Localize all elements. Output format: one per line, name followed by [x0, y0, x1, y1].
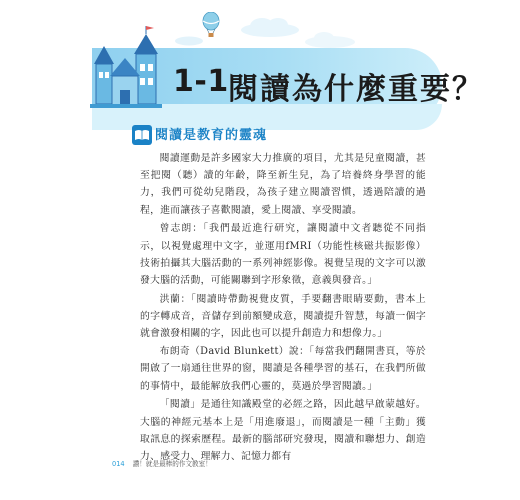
cloud-icon	[304, 30, 356, 48]
paragraph: 曾志朗：「我們最近進行研究，讓閱讀中文者聽從不同指示，以視覺處理中文字，並運用fMRI（功能性核磁共振影像）技術拍攝其大腦活動的一系列神經影像。視覺呈現的文字可以激發大腦的活動，可能關聯到字形象徵，意義與發音。」	[140, 223, 426, 287]
section-title: 閱讀是教育的靈魂	[155, 128, 268, 143]
book-icon	[131, 124, 153, 146]
school-building-icon	[84, 24, 166, 116]
chapter-number: 1-1	[173, 64, 229, 99]
paragraph: 閱讀運動是許多國家大力推廣的項目，尤其是兒童閱讀，甚至把閱（聽）讀的年齡，降至新生兒，為了培養終身學習的能力，我們可從幼兒階段，為孩子建立閱讀習慣，透過陪讀的過程，進而讓孩子喜歡閱讀，愛上閱讀、享受閱讀。	[140, 153, 426, 216]
chapter-title: 閱讀為什麼重要？	[228, 72, 484, 107]
hot-air-balloon-icon	[202, 12, 220, 38]
paragraph: 布朗奇（David Blunkett）說：「每當我們翻開書頁，等於開啟了一扇通往世界的窗，閱讀是各種學習的基石，在我們所做的事情中，最能解放我們心靈的，莫過於學習閱讀。」	[140, 346, 426, 392]
cloud-icon	[240, 16, 300, 38]
cloud-icon	[174, 34, 204, 46]
running-title: 讚！就是最棒的作文教室！	[132, 460, 212, 468]
paragraph: 「閱讀」是通往知識殿堂的必經之路，因此越早啟蒙越好。大腦的神經元基本上是「用進廢退」，而閱讀是一種「主動」獲取訊息的探索歷程。最新的腦部研究發現，閱讀和聯想力、創造力、感受力、理解力、記憶力都有	[140, 399, 426, 463]
paragraph: 洪蘭：「閱讀時帶動視覺皮質，手要翻書眼睛要動，書本上的字轉成音，音儲存到前額變成意，閱讀提升智慧，每讀一個字就會激發相關的字，因此也可以提升創造力和想像力。」	[140, 293, 426, 340]
page-number: 014	[112, 460, 125, 468]
body-text	[140, 150, 426, 467]
page-footer	[112, 458, 212, 468]
